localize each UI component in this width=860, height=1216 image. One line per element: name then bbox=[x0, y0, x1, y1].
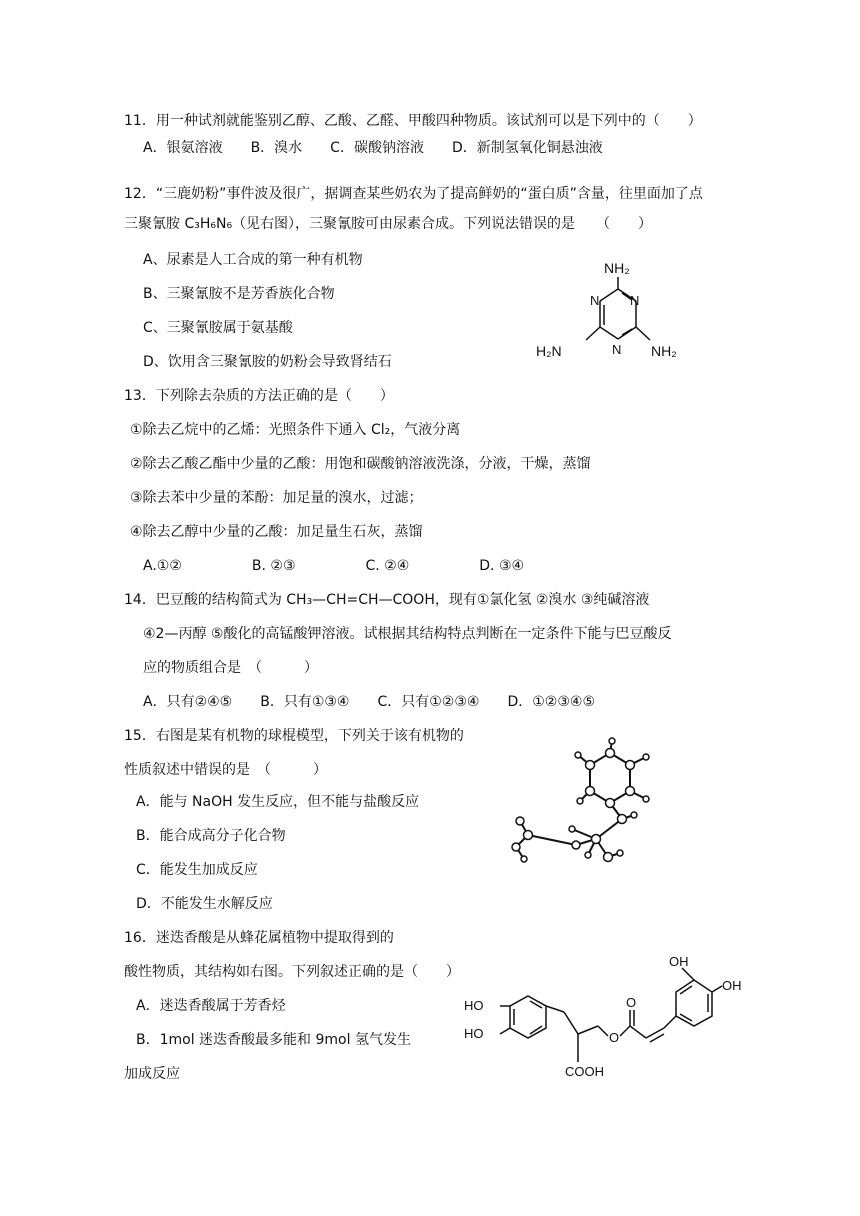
q15-stem-line2: 性质叙述中错误的是 （ ） bbox=[124, 762, 327, 778]
q16-option-b-line1: B．1mol 迷迭香酸最多能和 9mol 氢气发生 bbox=[136, 1032, 411, 1048]
h2n-left-label: H₂N bbox=[536, 343, 562, 359]
q16-option-b-line2: 加成反应 bbox=[124, 1066, 180, 1082]
oh-right-label: OH bbox=[722, 978, 742, 993]
ester-o-label: O bbox=[609, 1030, 620, 1045]
nh2-top-label: NH₂ bbox=[604, 260, 630, 276]
q15-stem-line1: 15．右图是某有机物的球棍模型，下列关于该有机物的 bbox=[124, 728, 464, 744]
q12-option-a: A、尿素是人工合成的第一种有机物 bbox=[143, 252, 363, 268]
q13-item-3: ③除去苯中少量的苯酚：加足量的溴水，过滤； bbox=[130, 490, 423, 506]
q12-option-b: B、三聚氰胺不是芳香族化合物 bbox=[143, 286, 335, 302]
q14-options: A．只有②④⑤ B．只有①③④ C．只有①②③④ D．①②③④⑤ bbox=[143, 694, 595, 710]
ring-n-right: N bbox=[630, 293, 640, 308]
ho-lower-label: HO bbox=[464, 1026, 484, 1041]
q12-option-c: C、三聚氰胺属于氨基酸 bbox=[143, 320, 293, 336]
q11-stem: 11．用一种试剂就能鉴别乙醇、乙酸、乙醛、甲酸四种物质。该试剂可以是下列中的（ ） bbox=[124, 113, 702, 129]
nh2-right-label: NH₂ bbox=[651, 343, 677, 359]
q15-option-b: B．能合成高分子化合物 bbox=[136, 828, 286, 844]
q14-stem-line1: 14．巴豆酸的结构简式为 CH₃—CH=CH—COOH，现有①氯化氢 ②溴水 ③纯碱溶液 bbox=[124, 592, 650, 608]
q13-stem: 13．下列除去杂质的方法正确的是（ ） bbox=[124, 388, 394, 404]
ring-n-left: N bbox=[590, 293, 600, 308]
oh-top-label: OH bbox=[669, 954, 689, 969]
q16-stem-line2: 酸性物质，其结构如右图。下列叙述正确的是（ ） bbox=[124, 964, 460, 980]
ho-upper-label: HO bbox=[464, 998, 484, 1013]
ball-stick-model-diagram bbox=[500, 735, 680, 875]
q15-option-a: A．能与 NaOH 发生反应，但不能与盐酸反应 bbox=[136, 794, 420, 810]
q13-item-2: ②除去乙酸乙酯中少量的乙酸：用饱和碳酸钠溶液洗涤，分液，干燥，蒸馏 bbox=[130, 456, 591, 472]
rosmarinic-acid-structure-diagram bbox=[460, 950, 760, 1095]
carbonyl-o-label: O bbox=[626, 995, 637, 1010]
ring-n-bottom: N bbox=[612, 342, 622, 357]
cooh-label: COOH bbox=[565, 1064, 604, 1079]
q13-options: A.①② B. ②③ C. ②④ D. ③④ bbox=[143, 558, 525, 574]
q16-stem-line1: 16．迷迭香酸是从蜂花属植物中提取得到的 bbox=[124, 930, 394, 946]
q14-stem-line2: ④2—丙醇 ⑤酸化的高锰酸钾溶液。试根据其结构特点判断在一定条件下能与巴豆酸反 bbox=[143, 626, 672, 642]
q13-item-1: ①除去乙烷中的乙烯：光照条件下通入 Cl₂，气液分离 bbox=[130, 422, 461, 438]
q11-options: A．银氨溶液 B．溴水 C．碳酸钠溶液 D．新制氢氧化铜悬浊液 bbox=[143, 140, 603, 156]
q14-stem-line3: 应的物质组合是 （ ） bbox=[143, 660, 318, 676]
q13-item-4: ④除去乙醇中少量的乙酸：加足量生石灰，蒸馏 bbox=[130, 524, 423, 540]
q12-stem-line1: 12．“三鹿奶粉”事件波及很广，据调查某些奶农为了提高鲜奶的“蛋白质”含量，往里面加了点 bbox=[124, 186, 703, 202]
melamine-structure-diagram bbox=[530, 255, 690, 365]
q12-stem-line2: 三聚氰胺 C₃H₆N₆（见右图），三聚氰胺可由尿素合成。下列说法错误的是 （ ） bbox=[124, 216, 653, 232]
q15-option-d: D．不能发生水解反应 bbox=[136, 896, 273, 912]
q16-option-a: A．迷迭香酸属于芳香烃 bbox=[136, 998, 286, 1014]
q12-option-d: D、饮用含三聚氰胺的奶粉会导致肾结石 bbox=[143, 354, 392, 370]
q15-option-c: C．能发生加成反应 bbox=[136, 862, 258, 878]
